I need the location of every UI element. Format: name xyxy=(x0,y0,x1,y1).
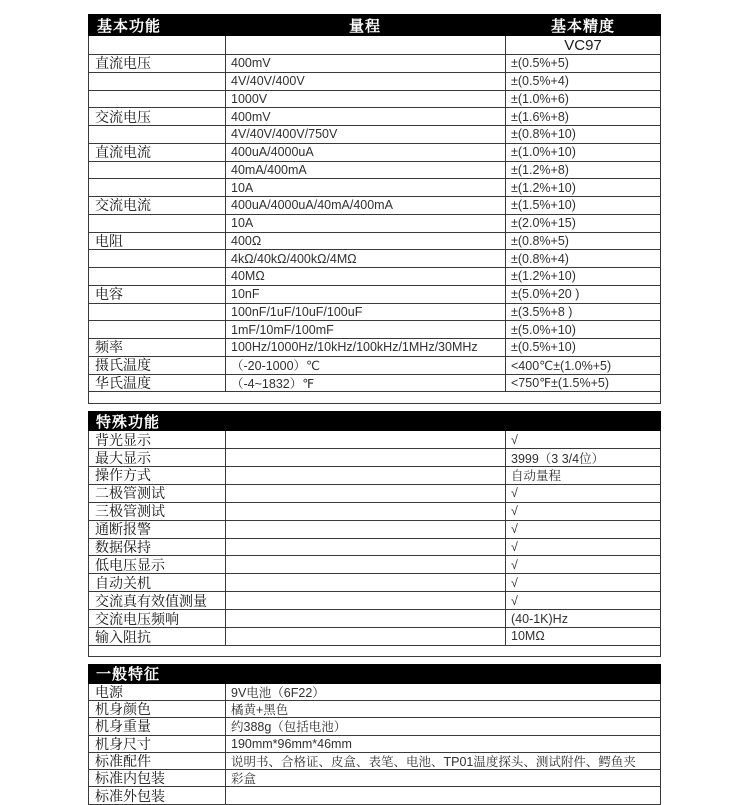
spec-table xyxy=(88,14,661,805)
empty-range-cell xyxy=(226,449,506,466)
empty-range-cell xyxy=(226,521,506,538)
empty-range-cell xyxy=(226,610,506,627)
accuracy-cell: ±(1.2%+8) xyxy=(511,162,569,177)
table-row xyxy=(88,736,661,753)
accuracy-cell: ±(1.0%+10) xyxy=(511,145,576,160)
accuracy-cell: ±(3.5%+8 ) xyxy=(511,304,573,319)
table-row xyxy=(88,485,661,503)
accuracy-cell: ±(2.0%+15) xyxy=(511,216,576,231)
empty-range-cell xyxy=(226,592,506,609)
feature-value: √ xyxy=(511,432,518,447)
row-label: 自动关机 xyxy=(89,574,226,591)
section-gap xyxy=(88,657,661,664)
feature-value: 10MΩ xyxy=(511,629,545,644)
special-functions-section xyxy=(88,431,661,646)
row-label: 直流电流 xyxy=(89,144,226,161)
accuracy-cell: ±(1.2%+10) xyxy=(511,269,576,284)
table-row xyxy=(88,574,661,592)
row-label: 背光显示 xyxy=(89,431,226,448)
row-label xyxy=(89,179,226,196)
row-label: 通断报警 xyxy=(89,521,226,538)
table-row xyxy=(88,521,661,539)
range-cell: 10A xyxy=(226,215,506,232)
empty-range-cell xyxy=(226,485,506,502)
section-end-spacer xyxy=(88,392,661,404)
row-label xyxy=(89,126,226,143)
range-cell: 1000V xyxy=(226,91,506,108)
feature-value: (40-1K)Hz xyxy=(511,611,568,626)
table-row xyxy=(88,787,661,805)
table-row xyxy=(88,179,661,197)
feature-value: √ xyxy=(511,522,518,537)
table-row xyxy=(88,770,661,787)
row-label: 交流真有效值测量 xyxy=(89,592,226,609)
row-label: 操作方式 xyxy=(89,467,226,484)
feature-value: √ xyxy=(511,575,518,590)
feature-value: 橘黄+黑色 xyxy=(231,703,289,718)
table-row xyxy=(88,539,661,557)
row-label xyxy=(89,304,226,321)
table-row xyxy=(88,701,661,718)
table-row xyxy=(88,321,661,339)
range-cell: 1mF/10mF/100mF xyxy=(226,321,506,338)
row-label: 交流电流 xyxy=(89,197,226,214)
header-basic-function: 基本功能 xyxy=(97,17,162,35)
row-label: 最大显示 xyxy=(89,449,226,466)
accuracy-cell: ±(0.8%+5) xyxy=(511,233,569,248)
feature-value: √ xyxy=(511,504,518,519)
accuracy-cell: ±(5.0%+10) xyxy=(511,322,576,337)
special-functions-title-bar: 特殊功能 xyxy=(88,411,661,431)
row-value xyxy=(226,787,660,804)
table-row xyxy=(88,304,661,322)
table-row xyxy=(88,162,661,180)
feature-value: √ xyxy=(511,486,518,501)
empty-range-cell xyxy=(226,467,506,484)
range-cell: 400Ω xyxy=(226,233,506,250)
general-features-title-bar: 一般特征 xyxy=(88,664,661,684)
feature-value: √ xyxy=(511,540,518,555)
range-cell: 100nF/1uF/10uF/100uF xyxy=(226,304,506,321)
accuracy-cell: ±(5.0%+20 ) xyxy=(511,287,580,302)
row-label: 华氏温度 xyxy=(89,375,226,392)
row-label: 输入阻抗 xyxy=(89,628,226,645)
accuracy-cell: ±(0.5%+4) xyxy=(511,74,569,89)
accuracy-cell: ±(1.0%+6) xyxy=(511,91,569,106)
table-header-row xyxy=(88,14,661,36)
row-label: 电源 xyxy=(89,684,226,700)
feature-value: √ xyxy=(511,557,518,572)
range-cell: 4kΩ/40kΩ/400kΩ/4MΩ xyxy=(226,250,506,267)
range-cell: 400mV xyxy=(226,108,506,125)
range-cell: 40mA/400mA xyxy=(226,162,506,179)
table-row xyxy=(88,91,661,109)
row-label: 二极管测试 xyxy=(89,485,226,502)
table-row xyxy=(88,431,661,449)
accuracy-cell: ±(1.2%+10) xyxy=(511,180,576,195)
table-row xyxy=(88,753,661,770)
empty-range-cell xyxy=(226,574,506,591)
table-row xyxy=(88,268,661,286)
row-label: 频率 xyxy=(89,339,226,356)
row-label: 三极管测试 xyxy=(89,503,226,520)
row-label: 电容 xyxy=(89,286,226,303)
row-label: 数据保持 xyxy=(89,539,226,556)
empty-range-cell xyxy=(226,539,506,556)
row-label: 机身重量 xyxy=(89,718,226,734)
row-label: 标准内包装 xyxy=(89,770,226,786)
row-label xyxy=(89,91,226,108)
row-label xyxy=(89,73,226,90)
accuracy-cell: ±(0.5%+5) xyxy=(511,56,569,71)
row-label: 机身颜色 xyxy=(89,701,226,717)
table-row xyxy=(88,357,661,375)
table-row xyxy=(88,215,661,233)
range-cell: （-20-1000）℃ xyxy=(226,357,506,374)
accuracy-cell: ±(0.5%+10) xyxy=(511,340,576,355)
feature-value: 190mm*96mm*46mm xyxy=(231,736,352,751)
basic-functions-section xyxy=(88,55,661,392)
table-row xyxy=(88,610,661,628)
table-row xyxy=(88,126,661,144)
empty-range-cell xyxy=(226,556,506,573)
row-label xyxy=(89,162,226,179)
range-cell: 100Hz/1000Hz/10kHz/100kHz/1MHz/30MHz xyxy=(226,339,506,356)
accuracy-cell: ±(0.8%+4) xyxy=(511,251,569,266)
range-cell: 400uA/4000uA/40mA/400mA xyxy=(226,197,506,214)
section-end-spacer xyxy=(88,646,661,657)
table-row xyxy=(88,250,661,268)
range-cell: 4V/40V/400V xyxy=(226,73,506,90)
row-label: 标准配件 xyxy=(89,753,226,769)
row-label: 交流电压 xyxy=(89,108,226,125)
table-row xyxy=(88,467,661,485)
header-range: 量程 xyxy=(348,17,381,35)
row-label xyxy=(89,250,226,267)
table-row xyxy=(88,108,661,126)
table-row xyxy=(88,73,661,91)
accuracy-cell: ±(0.8%+10) xyxy=(511,127,576,142)
range-cell: 10A xyxy=(226,179,506,196)
empty-range-cell xyxy=(226,431,506,448)
row-label: 电阻 xyxy=(89,233,226,250)
table-row xyxy=(88,339,661,357)
accuracy-cell: <400℃±(1.0%+5) xyxy=(511,358,612,373)
empty-range-cell xyxy=(226,503,506,520)
row-label: 标准外包装 xyxy=(89,787,226,804)
row-label: 直流电压 xyxy=(89,55,226,72)
table-row xyxy=(88,628,661,646)
row-label: 摄氏温度 xyxy=(89,357,226,374)
model-name: VC97 xyxy=(564,36,602,54)
range-cell: 4V/40V/400V/750V xyxy=(226,126,506,143)
feature-value: 3999（3 3/4位） xyxy=(511,451,605,466)
table-row xyxy=(88,233,661,251)
row-label xyxy=(89,268,226,285)
feature-value: 自动量程 xyxy=(511,469,562,484)
feature-value: 彩盒 xyxy=(231,771,257,786)
row-label: 机身尺寸 xyxy=(89,736,226,752)
row-label xyxy=(89,215,226,232)
feature-value: 9V电池（6F22） xyxy=(231,686,325,701)
table-row xyxy=(88,592,661,610)
header-accuracy: 基本精度 xyxy=(550,17,615,35)
row-label xyxy=(89,321,226,338)
feature-value: 约388g（包括电池） xyxy=(231,720,347,735)
table-row xyxy=(88,375,661,393)
table-row xyxy=(88,503,661,521)
table-row xyxy=(88,144,661,162)
general-features-section xyxy=(88,684,661,787)
range-cell: 400mV xyxy=(226,55,506,72)
model-row-empty-label xyxy=(89,36,226,54)
accuracy-cell: ±(1.5%+10) xyxy=(511,198,576,213)
table-row xyxy=(88,556,661,574)
range-cell: 10nF xyxy=(226,286,506,303)
section-gap xyxy=(88,404,661,411)
feature-value: 说明书、合格证、皮盒、表笔、电池、TP01温度探头、测试附件、鳄鱼夹 xyxy=(231,754,636,769)
model-row xyxy=(88,36,661,55)
accuracy-cell: <750℉±(1.5%+5) xyxy=(511,376,609,391)
table-row xyxy=(88,55,661,73)
accuracy-cell: ±(1.6%+8) xyxy=(511,109,569,124)
feature-value: √ xyxy=(511,593,518,608)
table-row xyxy=(88,684,661,701)
range-cell: 400uA/4000uA xyxy=(226,144,506,161)
range-cell: （-4~1832）℉ xyxy=(226,375,506,392)
row-label: 交流电压频响 xyxy=(89,610,226,627)
empty-range-cell xyxy=(226,628,506,645)
table-row xyxy=(88,197,661,215)
table-row xyxy=(88,286,661,304)
model-row-empty-range xyxy=(226,36,506,54)
table-row xyxy=(88,718,661,735)
table-row xyxy=(88,449,661,467)
row-label: 低电压显示 xyxy=(89,556,226,573)
range-cell: 40MΩ xyxy=(226,268,506,285)
